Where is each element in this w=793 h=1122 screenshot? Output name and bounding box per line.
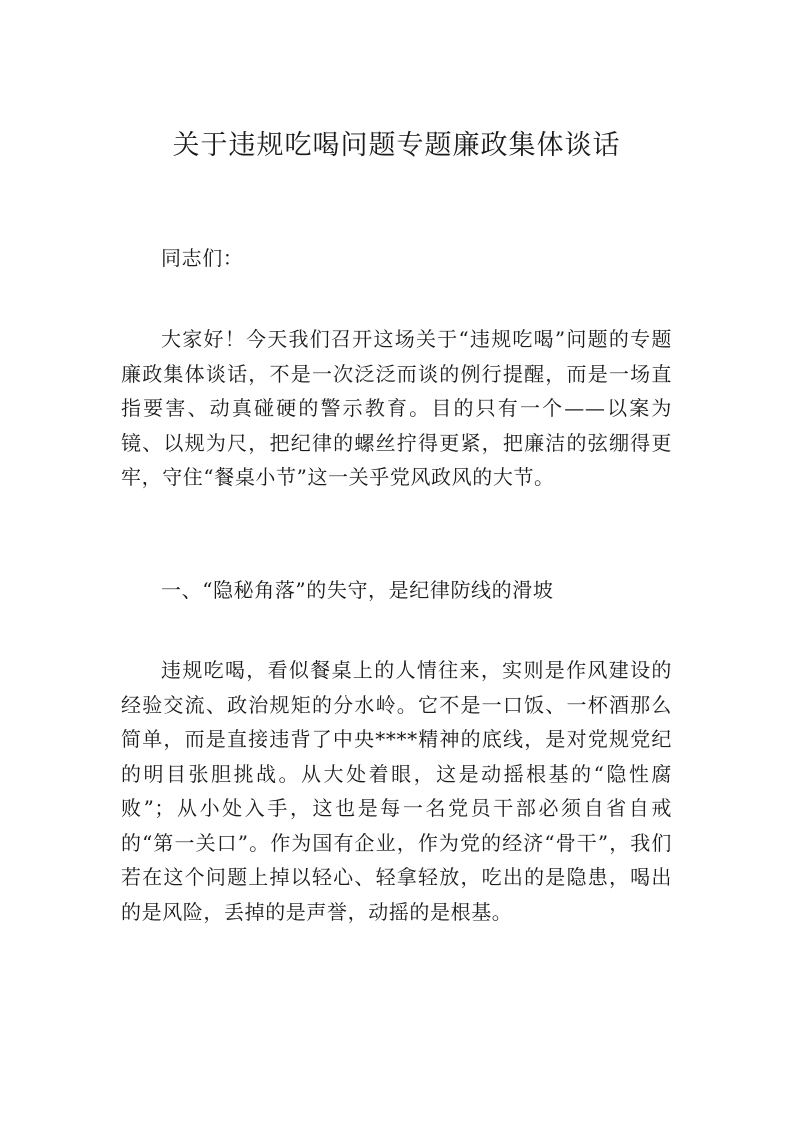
section-body-paragraph: 违规吃喝，看似餐桌上的人情往来，实则是作风建设的经验交流、政治规矩的分水岭。它不是一口饭、一杯酒那么简单，而是直接违背了中央****精神的底线，是对党规党纪的明目张胆挑战。从大处着眼，这是动摇根基的“隐性腐败”；从小处入手，这也是每一名党员干部必须自省自戒的“第一关口”。作为国有企业，作为党的经济“骨干”，我们若在这个问题上掉以轻心、轻拿轻放，吃出的是隐患，喝出的是风险，丢掉的是声誉，动摇的是根基。 xyxy=(121,658,672,924)
document-title: 关于违规吃喝问题专题廉政集体谈话 xyxy=(172,130,621,161)
section-heading: 一、“隐秘角落”的失守，是纪律防线的滑坡 xyxy=(161,578,554,602)
intro-paragraph: 大家好！今天我们召开这场关于“违规吃喝”问题的专题廉政集体谈话，不是一次泛泛而谈的例行提醒，而是一场直指要害、动真碰硬的警示教育。目的只有一个——以案为镜、以规为尺，把纪律的螺丝拧得更紧，把廉洁的弦绷得更牢，守住“餐桌小节”这一关乎党风政风的大节。 xyxy=(121,327,672,489)
salutation: 同志们： xyxy=(161,246,244,270)
